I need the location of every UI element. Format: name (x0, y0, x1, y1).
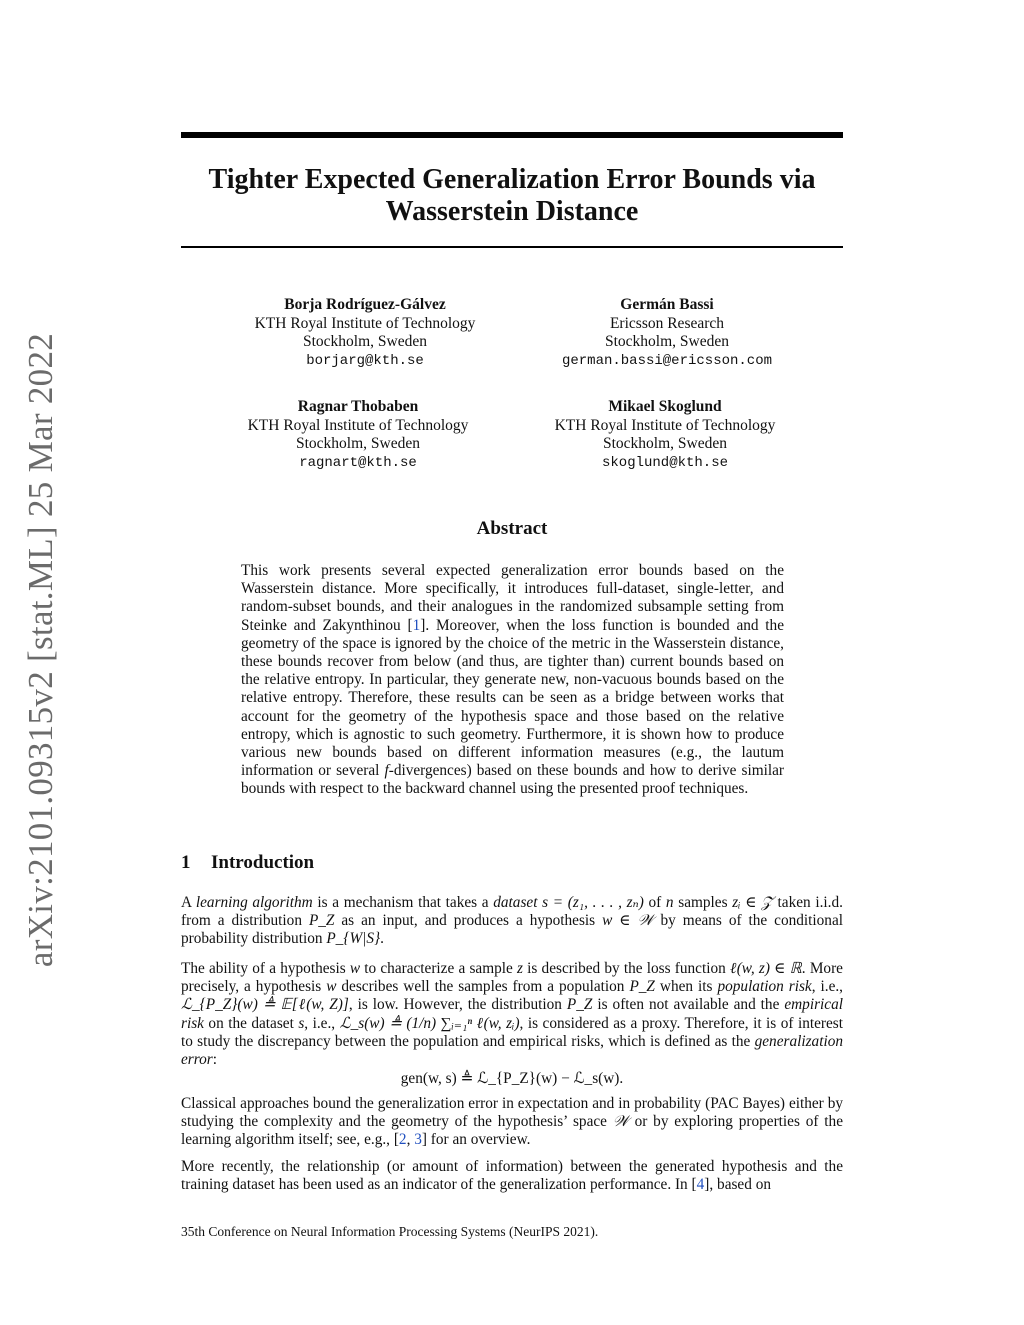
citation-link[interactable]: 2 (398, 1131, 407, 1149)
citation-link[interactable]: 3 (414, 1131, 422, 1149)
author-email[interactable]: german.bassi@ericsson.com (561, 352, 773, 369)
author-name: Ragnar Thobaben (297, 398, 419, 415)
author-location: Stockholm, Sweden (296, 435, 420, 452)
author-location: Stockholm, Sweden (603, 435, 727, 452)
author-block-2 (517, 296, 817, 370)
abstract-body: This work presents several expected generalization error bounds based on the Wasserstein distance. More specifically, it introduces full-dataset, single-letter, and random-subset bounds, and their analogues in the randomized subsample setting from Steinke and Zakynthinou [1]. Moreover, when the loss function is bounded and the geometry of the space is ignored by the choice of the metric in the Wasserstein distance, these bounds recover from below (and thus, are tighter than) current bounds based on the relative entropy. In particular, they generate new, non-vacuous bounds based on the relative entropy. Therefore, these results can be seen as a bridge between works that account for the geometry of the hypothesis space and those based on the relative entropy, which is agnostic to such geometry. Furthermore, it is shown how to produce various new bounds based on different information measures (e.g., the lautum information or several f-divergences) based on these bounds and how to derive similar bounds with respect to the backward channel using the presented proof techniques. (241, 562, 785, 798)
intro-paragraph-3: Classical approaches bound the generalization error in expectation and in probability (PAC Bayes) either by studying the complexity and the geometry of the hypothesis’ space 𝒲 or by exploring properties of the learning algorithm itself; see, e.g., [2, 3] for an overview. (181, 1095, 843, 1149)
abstract-heading: Abstract (476, 518, 548, 539)
author-location: Stockholm, Sweden (605, 333, 729, 350)
citation-link[interactable]: 4 (696, 1176, 705, 1194)
author-block-1 (215, 296, 515, 370)
author-email[interactable]: skoglund@kth.se (601, 454, 729, 471)
title-bottom-rule (181, 246, 843, 248)
author-affiliation: Ericsson Research (609, 314, 725, 332)
author-name: Germán Bassi (620, 296, 714, 313)
author-name: Mikael Skoglund (608, 398, 722, 415)
title-top-rule (181, 132, 843, 138)
author-affiliation: KTH Royal Institute of Technology (247, 416, 469, 434)
author-name: Borja Rodríguez-Gálvez (284, 296, 446, 313)
author-affiliation: KTH Royal Institute of Technology (554, 416, 776, 434)
author-email[interactable]: ragnart@kth.se (299, 454, 417, 471)
section-heading-introduction: 1 Introduction (181, 852, 315, 873)
intro-paragraph-2: The ability of a hypothesis w to characterize a sample z is described by the loss function ℓ(w, z) ∈ ℝ. More precisely, a hypothesis w describes well the samples from a population P_Z when its population risk, i.e., ℒ_{P_Z}(w) ≜ 𝔼[ℓ(w, Z)], is low. However, the distribution P_Z is often not available and the empirical risk on the dataset s, i.e., ℒ_s(w) ≜ (1/n) ∑ᵢ₌₁ⁿ ℓ(w, zᵢ), is considered as a proxy. Therefore, it is of interest to study the discrepancy between the population and empirical risks, which is defined as the generalization error: (181, 960, 844, 1069)
paper-title: Tighter Expected Generalization Error Bounds via Wasserstein Distance (208, 164, 816, 227)
citation-link[interactable]: 1 (412, 616, 421, 634)
author-block-4 (515, 398, 815, 472)
intro-paragraph-1: A learning algorithm is a mechanism that takes a dataset s = (z₁, . . . , zₙ) of n samples zᵢ ∈ 𝒵 taken i.i.d. from a distribution P_Z as an input, and produces a hypothesis w ∈ 𝒲 by means of the conditional probability distribution P_{W|S}. (181, 894, 843, 948)
author-location: Stockholm, Sweden (303, 333, 427, 350)
author-affiliation: KTH Royal Institute of Technology (254, 314, 476, 332)
author-block-3 (208, 398, 508, 472)
arxiv-identifier-stamp: arXiv:2101.09315v2 [stat.ML] 25 Mar 2022 (21, 332, 60, 968)
conference-footnote: 35th Conference on Neural Information Processing Systems (NeurIPS 2021). (181, 1224, 599, 1239)
author-email[interactable]: borjarg@kth.se (306, 352, 424, 369)
generalization-error-equation: gen(w, s) ≜ ℒ_{P_Z}(w) − ℒ_s(w). (400, 1070, 624, 1087)
intro-paragraph-4: More recently, the relationship (or amount of information) between the generated hypothesis and the training dataset has been used as an indicator of the generalization performance. In [4], based on (181, 1158, 843, 1194)
